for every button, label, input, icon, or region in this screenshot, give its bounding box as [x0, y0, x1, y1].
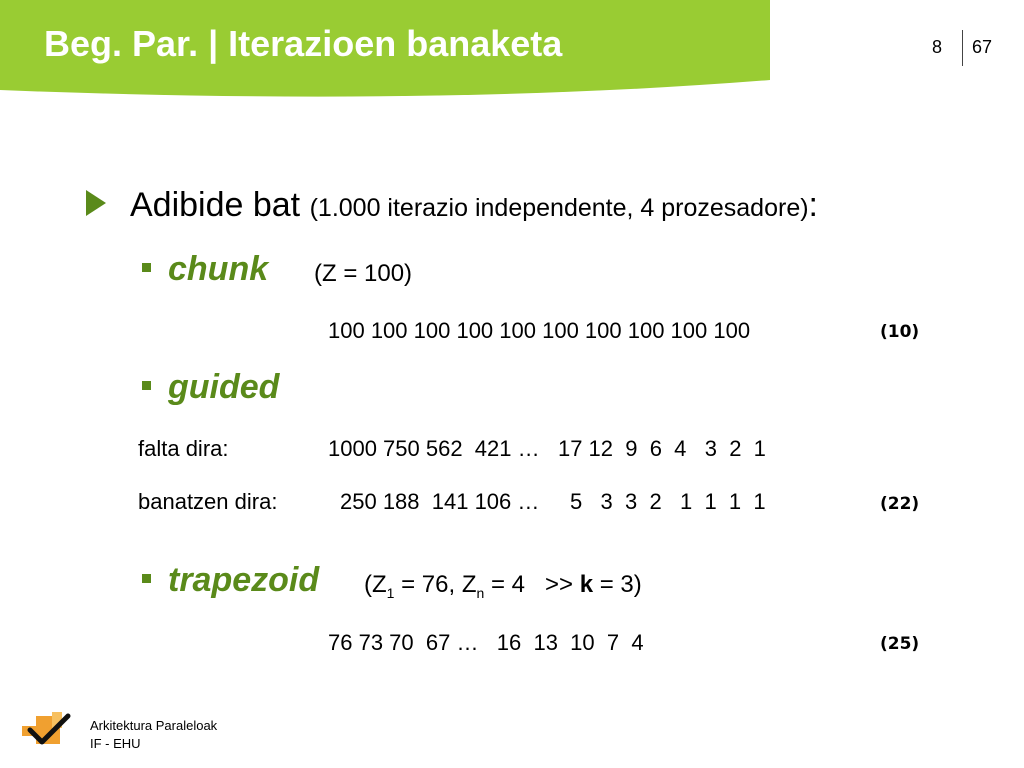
trapezoid-values: 76 73 70 67 … 16 13 10 7 4 [328, 630, 644, 655]
title-right: Iterazioen banaketa [228, 23, 563, 64]
trapezoid-param-end: = 3) [593, 571, 642, 598]
trapezoid-count: (25) [880, 634, 920, 654]
trapezoid-term: trapezoid [168, 561, 320, 599]
guided-assigned-values: 250 188 141 106 … 5 3 3 2 1 1 1 1 [340, 489, 766, 514]
triangle-right-icon [86, 190, 106, 216]
footer-line1: Arkitektura Paraleloak [90, 718, 218, 733]
trapezoid-param [364, 571, 642, 601]
page-number-divider [962, 30, 963, 66]
trapezoid-param-mid: = 76, Z [394, 571, 477, 598]
chunk-count: (10) [880, 322, 920, 342]
trapezoid-param-tail: = 4 >> [484, 571, 580, 598]
square-bullet-icon [142, 574, 151, 583]
trapezoid-param-open: (Z [364, 571, 387, 598]
trapezoid-k: k [579, 571, 594, 598]
page-number-total: 67 [972, 37, 993, 57]
guided-term: guided [168, 368, 280, 406]
header-curve [0, 60, 1024, 110]
chunk-param: (Z = 100) [314, 260, 413, 287]
page-number-current: 8 [932, 37, 943, 57]
square-bullet-icon [142, 263, 151, 272]
trapezoid-z1-sub: 1 [386, 584, 395, 601]
guided-remaining-label: falta dira: [138, 436, 229, 461]
guided-assigned-label: banatzen dira: [138, 489, 278, 514]
title-left: Beg. Par. [44, 23, 199, 64]
chunk-values: 100 100 100 100 100 100 100 100 100 100 [328, 318, 751, 343]
trapezoid-zn-sub: n [476, 584, 485, 601]
guided-remaining-values: 1000 750 562 421 … 17 12 9 6 4 3 2 1 [328, 436, 766, 461]
footer-line2: IF - EHU [90, 736, 141, 751]
guided-count: (22) [880, 494, 920, 514]
square-bullet-icon [142, 381, 151, 390]
checkmark-logo-icon [22, 712, 74, 748]
intro-paren: (1.000 iterazio independente, 4 prozesadore) [309, 194, 809, 222]
chunk-term: chunk [168, 250, 269, 288]
page-title [44, 23, 563, 64]
intro-line [130, 186, 818, 225]
intro-main: Adibide bat [130, 186, 301, 224]
intro-colon: : [808, 186, 818, 224]
title-separator: | [208, 23, 219, 64]
